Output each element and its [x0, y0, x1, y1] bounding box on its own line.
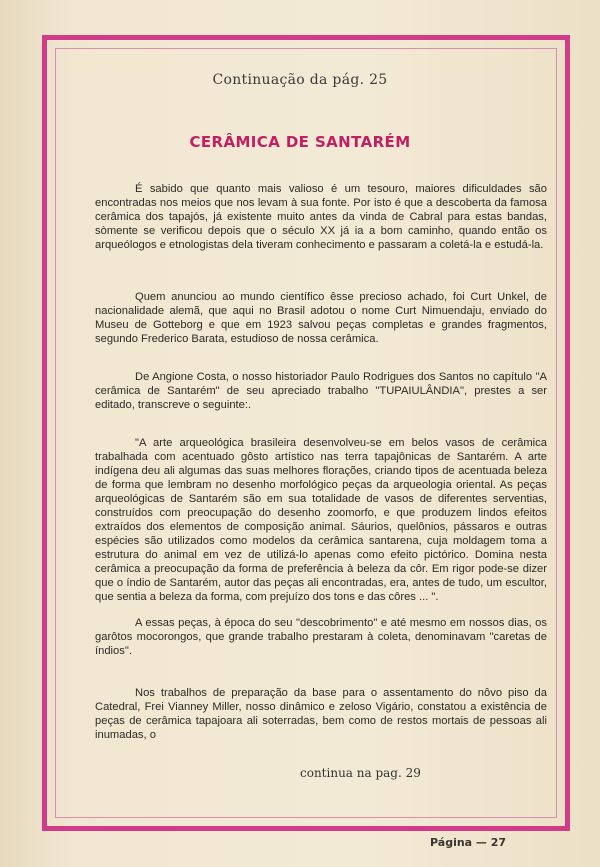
paragraph-1 [95, 182, 547, 252]
page-number: Página — 27 [430, 836, 507, 849]
paragraph-6 [95, 686, 547, 742]
paragraph-3 [95, 370, 547, 412]
paragraph-3-text: De Angione Costa, o nosso historiador Paulo Rodrigues dos Santos no capítulo "A cerâmica de Santarém" de seu apreciado trabalho "TUPAIULÂNDIA", prestes a ser editado, transcreve o seguinte:. [95, 371, 547, 411]
paragraph-5 [95, 616, 547, 658]
paragraph-1-text: É sabido que quanto mais valioso é um tesouro, maiores dificuldades são encontradas nos meios que nos levam à sua fonte. Por isto é que a descoberta da famosa cerâmica dos tapajós, já existente muito antes da vinda de Cabral para estas bandas, sòmente se verificou depois que o século XX já ia a bom caminho, quando então os arqueólogos e etnologistas dela tiveram conhecimento e passaram a coletá-la e estudá-la. [95, 183, 547, 251]
paragraph-2-text: Quem anunciou ao mundo científico êsse precioso achado, foi Curt Unkel, de nacionalidade alemã, que aqui no Brasil adotou o nome Curt Nimuendaju, enviado do Museu de Gotteborg e que em 1923 salvou peças completas e grandes fragmentos, segundo Frederico Barata, estudioso de nossa cerâmica. [95, 291, 547, 345]
paragraph-quote-text: "A arte arqueológica brasileira desenvolveu-se em belos vasos de cerâmica trabalhada com acentuado gôsto artístico nas terra tapajônicas de Santarém. A arte indígena deu ali algumas das suas melhores florações, criando tipos de acentuada beleza de forma que lembram no desenho morfológico peças da arqueologia oriental. As peças arqueológicas de Santarém são em sua totalidade de vasos de diferentes serventias, construídos com preocupação do desenho zoomorfo, e que produzem lindos efeitos extraídos dos elementos de composição animal. Sáurios, quelônios, pássaros e outras espécies são utilizados como modelos da cerâmica santarena, cuja moldagem toma a estrutura do animal em vez de utilizá-lo apenas como efeito pictórico. Domina nesta cerâmica a preocupação da forma de preferência à beleza da côr. Em rigor pode-se dizer que o índio de Santarém, autor das peças ali encontradas, era, antes de tudo, um escultor, que sentia a beleza da forma, com prejuízo dos tons e das côres ... ". [95, 437, 547, 603]
article-title: CERÂMICA DE SANTARÉM [189, 133, 411, 151]
paragraph-6-text: Nos trabalhos de preparação da base para o assentamento do nôvo piso da Catedral, Frei Vianney Miller, nosso dinâmico e zeloso Vigário, constatou a existência de peças de cerâmica tapajoara ali soterradas, bem como de restos mortais de pessoas ali inumadas, o [95, 687, 547, 741]
continues-on-label: continua na pag. 29 [300, 766, 421, 780]
continuation-from-label: Continuação da pág. 25 [212, 72, 388, 88]
paragraph-5-text: A essas peças, à época do seu "descobrimento" e até mesmo em nossos dias, os garôtos mocorongos, que grande trabalho prestaram à coleta, denominavam "caretas de índios". [95, 617, 547, 657]
paragraph-quote [95, 436, 547, 604]
paragraph-2 [95, 290, 547, 346]
